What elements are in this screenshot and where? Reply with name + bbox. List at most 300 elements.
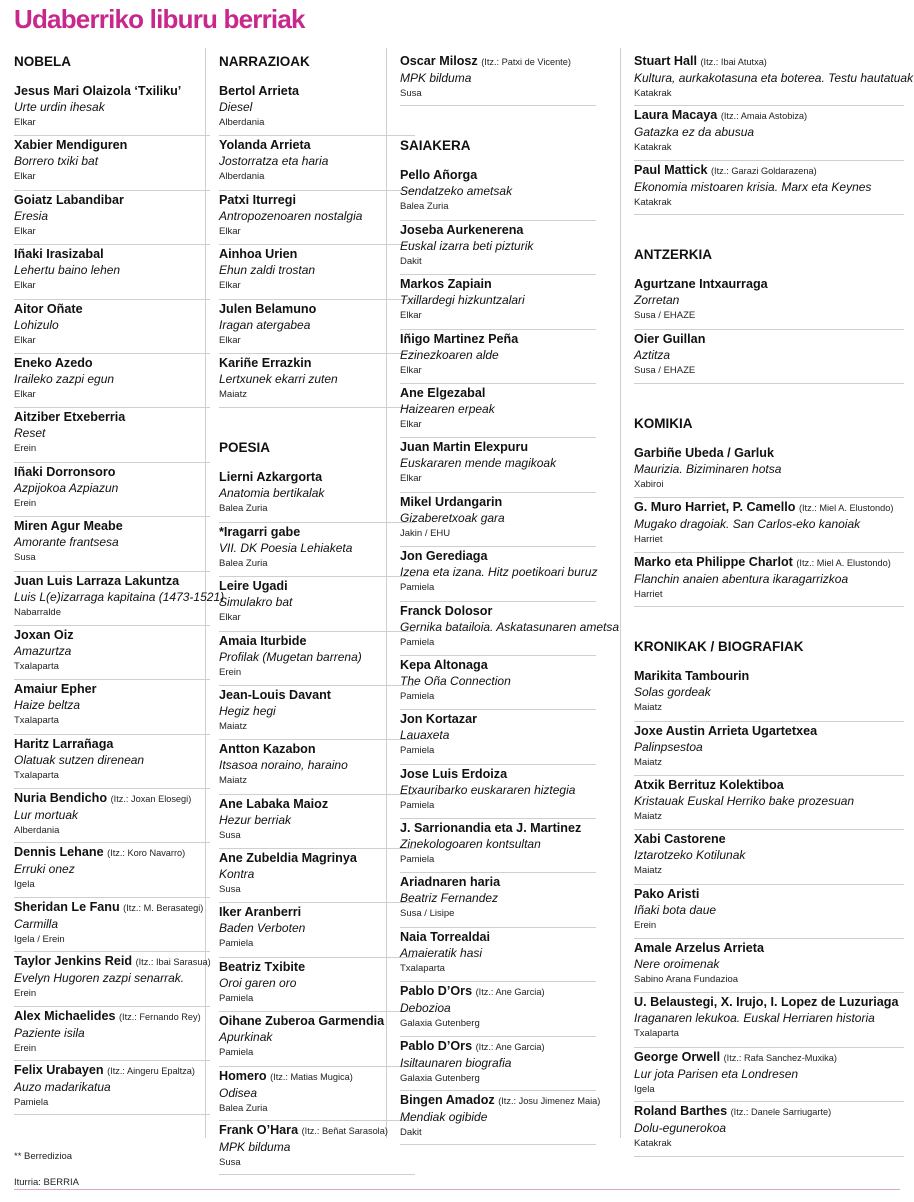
section-heading: ANTZERKIA	[634, 247, 712, 263]
book-author-line	[634, 53, 904, 70]
book-title: Ezinezkoaren alde	[400, 347, 499, 362]
book-author: Beatriz Txibite	[219, 959, 306, 974]
book-author-line	[400, 766, 596, 782]
book-translator: (Itz.: Ane Garcia)	[475, 1041, 545, 1052]
book-translator: (Itz.: Joxan Elosegi)	[110, 794, 192, 805]
book-entry	[219, 686, 415, 740]
book-author: Iñigo Martinez Peña	[400, 331, 519, 346]
book-publisher: Pamiela	[400, 690, 435, 702]
book-author: Joxan Oiz	[14, 627, 74, 642]
book-author: Xabier Mendiguren	[14, 138, 128, 153]
book-author: Ariadnaren haria	[400, 875, 501, 890]
book-title: Amorante frantsesa	[14, 535, 119, 550]
book-author: Pablo D’Ors	[400, 984, 473, 999]
book-title: Zinekologoaren kontsultan	[400, 837, 541, 852]
book-entry	[219, 632, 415, 686]
book-entry	[634, 444, 904, 498]
book-title: Euskal izarra beti pizturik	[400, 238, 534, 253]
book-publisher: Maiatz	[219, 775, 247, 787]
book-author-line	[14, 681, 210, 697]
book-author-line	[14, 736, 210, 752]
book-author-line	[400, 603, 596, 619]
book-title: Ehun zaldi trostan	[219, 263, 316, 278]
book-author-line	[634, 940, 904, 956]
book-author-line	[634, 886, 904, 902]
section-spacer	[634, 607, 904, 637]
book-entry	[219, 1012, 415, 1066]
book-author: Jon Gerediaga	[400, 549, 488, 564]
book-author: Agurtzane Intxaurraga	[634, 277, 768, 292]
book-entry	[14, 463, 210, 517]
book-author: Iñaki Dorronsoro	[14, 464, 116, 479]
book-author-line	[400, 494, 596, 510]
book-publisher: Elkar	[400, 473, 422, 485]
book-title: Urte urdin ihesak	[14, 100, 105, 114]
book-author: Iñaki Irasizabal	[14, 247, 104, 262]
section-heading: KOMIKIA	[634, 415, 693, 431]
book-author-line	[14, 844, 210, 861]
book-publisher: Balea Zuria	[219, 503, 268, 515]
book-title: Borrero txiki bat	[14, 154, 99, 169]
section-spacer	[400, 106, 596, 136]
book-author-line	[634, 723, 904, 739]
column-divider	[620, 48, 621, 1138]
book-title: Zorretan	[634, 293, 680, 308]
book-author-line	[634, 668, 904, 684]
book-translator: (Itz.: Patxi de Vicente)	[481, 57, 571, 67]
book-author: Juan Luis Larraza Lakuntza	[14, 573, 180, 588]
book-publisher: Alberdania	[14, 825, 60, 837]
book-author-line	[14, 355, 210, 371]
book-title: Luis L(e)izarraga kapitaina (1473-1521)	[14, 589, 225, 604]
book-author-line	[400, 548, 596, 564]
section-spacer	[14, 72, 210, 82]
bottom-rule	[14, 1189, 900, 1190]
book-publisher: Pamiela	[219, 1047, 254, 1059]
book-publisher: Balea Zuria	[219, 557, 268, 569]
book-author: Miren Agur Meabe	[14, 519, 123, 534]
book-translator: (Itz.: Rafa Sanchez-Muxika)	[723, 1052, 837, 1063]
footnotes	[14, 1150, 79, 1202]
book-publisher: Susa	[219, 829, 241, 841]
book-title: Profilak (Mugetan barrena)	[219, 649, 362, 664]
book-entry	[14, 898, 210, 952]
book-publisher: Elkar	[219, 334, 241, 346]
book-title: MPK bilduma	[219, 1140, 291, 1155]
book-publisher: Susa / EHAZE	[634, 364, 696, 376]
book-author: Patxi Iturregi	[219, 192, 296, 207]
book-author: Ane Labaka Maioz	[219, 796, 329, 811]
book-title: Eresia	[14, 208, 49, 223]
book-entry	[14, 572, 225, 626]
book-author: Pello Añorga	[400, 168, 478, 183]
book-entry	[219, 903, 415, 957]
book-publisher: Txalaparta	[400, 962, 445, 974]
book-author: Haritz Larrañaga	[14, 736, 114, 751]
section-spacer	[634, 657, 904, 667]
book-entry	[400, 547, 596, 601]
book-entry	[219, 82, 415, 136]
column-4	[634, 52, 914, 1157]
book-author: Eneko Azedo	[14, 355, 93, 370]
book-title: Dolu-egunerokoa	[634, 1121, 727, 1136]
page-title: Udaberriko liburu berriak	[14, 4, 305, 34]
book-publisher: Dakit	[400, 255, 422, 267]
book-publisher: Balea Zuria	[219, 1102, 268, 1114]
book-entry	[14, 408, 210, 462]
book-publisher: Pamiela	[219, 992, 254, 1004]
book-entry	[14, 191, 210, 245]
book-entry	[14, 735, 210, 789]
book-title: Beatriz Fernandez	[400, 891, 499, 906]
book-author-line	[219, 137, 415, 153]
book-title: Iñaki bota daue	[634, 902, 717, 917]
book-title: The Oña Connection	[400, 673, 511, 688]
column-1	[14, 52, 225, 1115]
book-entry	[400, 710, 596, 764]
book-publisher: Alberdania	[219, 171, 265, 183]
book-entry	[219, 1121, 415, 1175]
book-title: Solas gordeak	[634, 685, 711, 700]
book-author: Aitziber Etxeberria	[14, 410, 126, 425]
book-author-line	[219, 741, 415, 757]
book-title: Isiltaunaren biografia	[400, 1055, 512, 1070]
book-author: Marko eta Philippe Charlot	[634, 554, 793, 569]
book-publisher: Dakit	[400, 1127, 422, 1139]
book-author: Atxik Berrituz Kolektiboa	[634, 777, 784, 792]
book-publisher: Erein	[14, 497, 37, 509]
book-author: Homero	[219, 1068, 267, 1083]
book-entry	[219, 958, 415, 1012]
book-publisher: Pamiela	[400, 854, 435, 866]
book-author: Lierni Azkargorta	[219, 470, 323, 485]
book-publisher: Susa	[14, 552, 36, 564]
book-title: Anatomia bertikalak	[219, 486, 325, 501]
book-publisher: Xabiroi	[634, 478, 664, 490]
book-author-line	[634, 107, 904, 124]
book-publisher: Igela	[634, 1083, 655, 1095]
book-author-line	[634, 276, 904, 292]
book-author-line	[14, 192, 210, 208]
book-author-line	[400, 1092, 601, 1109]
book-author-line	[634, 1049, 904, 1066]
book-author: Marikita Tambourin	[634, 669, 750, 684]
book-author-line	[219, 524, 415, 540]
book-entry	[634, 498, 904, 552]
book-entry	[14, 952, 210, 1006]
book-author: J. Sarrionandia eta J. Martinez	[400, 821, 582, 836]
book-author: Laura Macaya	[634, 108, 718, 123]
book-publisher: Harriet	[634, 588, 663, 600]
book-publisher: Erein	[219, 666, 242, 678]
book-entry	[14, 680, 210, 734]
book-author: Amaiur Epher	[14, 682, 97, 697]
book-author: Amaia Iturbide	[219, 633, 307, 648]
book-title: Gernika batailoia. Askatasunaren ametsa	[400, 619, 620, 634]
book-translator: (Itz.: Beñat Sarasola)	[301, 1126, 388, 1137]
book-entry	[219, 468, 415, 522]
book-author: Markos Zapiain	[400, 277, 492, 292]
book-title: Evelyn Hugoren zazpi senarrak.	[14, 971, 185, 986]
book-author-line	[14, 1062, 210, 1079]
book-title: Kontra	[219, 867, 255, 882]
book-entry	[14, 843, 210, 897]
book-author-line	[634, 777, 904, 793]
book-title: Amazurtza	[14, 643, 72, 658]
book-author-line	[219, 1122, 415, 1139]
book-translator: (Itz.: Garazi Goldarazena)	[710, 165, 817, 176]
book-title: Odisea	[219, 1085, 258, 1100]
book-title: Auzo madarikatua	[14, 1080, 111, 1095]
book-title: Izena eta izana. Hitz poetikoari buruz	[400, 565, 598, 580]
book-author-line	[219, 83, 415, 99]
book-publisher: Igela / Erein	[14, 933, 65, 945]
book-author: Aitor Oñate	[14, 301, 83, 316]
book-title: Iraganaren lekukoa. Euskal Herriaren historia	[634, 1011, 875, 1026]
book-publisher: Katakrak	[634, 88, 672, 99]
book-publisher: Erein	[14, 988, 37, 1000]
book-publisher: Elkar	[14, 117, 36, 128]
book-author: Goiatz Labandibar	[14, 192, 124, 207]
book-translator: (Itz.: Koro Navarro)	[107, 848, 186, 859]
book-author: Ane Elgezabal	[400, 385, 486, 400]
book-translator: (Itz.: Josu Jimenez Maia)	[498, 1096, 601, 1107]
book-author-line	[634, 1103, 904, 1120]
book-title: Carmilla	[14, 916, 59, 931]
book-author-line	[14, 301, 210, 317]
book-publisher: Galaxia Gutenberg	[400, 1072, 480, 1084]
book-title: Lehertu baino lehen	[14, 263, 121, 278]
source-note: Iturria: BERRIA	[14, 1177, 79, 1188]
book-entry	[634, 993, 904, 1047]
book-author-line	[219, 687, 415, 703]
book-author-line	[400, 276, 596, 292]
book-publisher: Maiatz	[219, 388, 247, 400]
book-entry	[634, 275, 904, 329]
book-title: Etxauribarko euskararen hiztegia	[400, 782, 576, 797]
book-title: VII. DK Poesia Lehiaketa	[219, 540, 353, 555]
book-title: Lauaxeta	[400, 728, 450, 743]
book-title: Nere oroimenak	[634, 957, 720, 972]
book-publisher: Katakrak	[634, 1138, 672, 1150]
book-entry	[400, 221, 596, 275]
section-spacer	[634, 215, 904, 245]
book-author-line	[14, 246, 210, 262]
book-author: Julen Belamuno	[219, 301, 317, 316]
book-entry	[400, 656, 596, 710]
book-publisher: Jakin / EHU	[400, 527, 451, 539]
book-publisher: Txalaparta	[14, 660, 59, 672]
book-title: Reset	[14, 426, 46, 441]
book-author-line	[400, 929, 596, 945]
book-author-line	[400, 874, 596, 890]
book-publisher: Elkar	[14, 225, 36, 237]
book-publisher: Susa / EHAZE	[634, 310, 696, 322]
book-translator: (Itz.: Miel A. Elustondo)	[798, 503, 894, 514]
section-spacer	[634, 384, 904, 414]
book-author: Antton Kazabon	[219, 742, 316, 757]
book-entry	[14, 82, 210, 136]
book-author-line	[219, 959, 415, 975]
book-entry	[634, 553, 904, 607]
book-publisher: Elkar	[400, 310, 422, 322]
book-entry	[14, 354, 210, 408]
book-entry	[219, 191, 415, 245]
book-author-line	[634, 994, 904, 1010]
book-entry	[400, 275, 596, 329]
book-title: Gatazka ez da abusua	[634, 125, 755, 140]
book-author: Amale Arzelus Arrieta	[634, 941, 764, 956]
book-title: Lohizulo	[14, 317, 59, 332]
book-author: Bertol Arrieta	[219, 84, 300, 98]
book-author-line	[400, 385, 596, 401]
book-title: Amaieratik hasi	[400, 945, 483, 960]
book-author-line	[14, 627, 210, 643]
reissue-note: ** Berredizioa	[14, 1151, 73, 1162]
book-publisher: Susa	[219, 884, 241, 896]
book-publisher: Maiatz	[634, 810, 662, 822]
book-publisher: Igela	[14, 879, 35, 891]
book-author: Nuria Bendicho	[14, 791, 108, 806]
book-entry	[400, 819, 596, 873]
book-author: Roland Barthes	[634, 1104, 728, 1119]
book-publisher: Erein	[14, 443, 37, 455]
book-author: *Iragarri gabe	[219, 524, 301, 539]
book-title: Sendatzeko ametsak	[400, 184, 513, 199]
book-author: Xabi Castorene	[634, 832, 726, 847]
book-entry	[219, 849, 415, 903]
book-publisher: Katakrak	[634, 142, 672, 154]
book-author-line	[400, 1038, 596, 1055]
book-publisher: Nabarralde	[14, 606, 61, 618]
book-publisher: Elkar	[400, 418, 422, 430]
book-title: MPK bilduma	[400, 71, 472, 85]
book-author: Jesus Mari Olaizola ‘Txiliku’	[14, 84, 182, 98]
book-entry	[14, 245, 210, 299]
book-publisher: Maiatz	[219, 720, 247, 732]
book-entry	[634, 1102, 904, 1156]
book-author: Oier Guillan	[634, 331, 706, 346]
book-author: Jon Kortazar	[400, 712, 477, 727]
book-author: Joxe Austin Arrieta Ugartetxea	[634, 723, 818, 738]
book-author: Stuart Hall	[634, 54, 697, 68]
book-author: Alex Michaelides	[14, 1008, 116, 1023]
book-publisher: Alberdania	[219, 117, 265, 128]
book-entry	[400, 52, 596, 106]
book-entry	[400, 982, 596, 1036]
book-title: Simulakro bat	[219, 595, 293, 610]
book-author: Taylor Jenkins Reid	[14, 954, 133, 969]
book-publisher: Elkar	[219, 612, 241, 624]
book-entry	[219, 136, 415, 190]
book-author-line	[634, 162, 904, 179]
book-author: U. Belaustegi, X. Irujo, I. Lopez de Luzuriaga	[634, 995, 899, 1010]
book-author: Leire Ugadi	[219, 579, 288, 594]
column-3	[400, 52, 620, 1145]
book-title: Debozioa	[400, 1001, 451, 1016]
book-entry	[400, 602, 620, 656]
book-author: Dennis Lehane	[14, 845, 104, 860]
book-entry	[14, 1007, 210, 1061]
book-translator: (Itz.: Fernando Rey)	[119, 1011, 201, 1022]
book-author-line	[400, 983, 596, 1000]
book-entry	[400, 438, 596, 492]
book-title: Diesel	[219, 100, 253, 114]
book-author-line	[219, 850, 415, 866]
book-translator: (Itz.: Matias Mugica)	[270, 1071, 353, 1082]
book-entry	[14, 136, 210, 190]
book-entry	[634, 722, 904, 776]
book-author-line	[14, 464, 210, 480]
book-entry	[219, 300, 415, 354]
book-translator: (Itz.: Miel A. Elustondo)	[796, 557, 891, 568]
book-author: Joseba Aurkenerena	[400, 222, 524, 237]
book-entry	[14, 517, 210, 571]
book-author-line	[14, 518, 210, 534]
book-translator: (Itz.: M. Berasategi)	[123, 902, 204, 913]
book-entry	[400, 1037, 596, 1091]
book-author: George Orwell	[634, 1049, 721, 1064]
book-entry	[634, 885, 904, 939]
book-author: Kariñe Errazkin	[219, 355, 312, 370]
book-entry	[219, 354, 415, 408]
book-title: Aztitza	[634, 347, 671, 362]
book-author: Juan Martin Elexpuru	[400, 440, 529, 455]
book-entry	[219, 245, 415, 299]
book-entry	[634, 161, 904, 215]
book-author-line	[634, 831, 904, 847]
book-publisher: Maiatz	[634, 756, 662, 768]
book-publisher: Elkar	[219, 280, 241, 292]
book-translator: (Itz.: Ane Garcia)	[475, 987, 545, 998]
book-publisher: Pamiela	[400, 799, 435, 811]
section-heading: NARRAZIOAK	[219, 54, 310, 69]
book-translator: (Itz.: Ibai Atutxa)	[700, 57, 767, 67]
book-author-line	[14, 899, 210, 916]
book-author: Franck Dolosor	[400, 603, 493, 618]
book-publisher: Elkar	[14, 388, 36, 400]
book-publisher: Katakrak	[634, 196, 672, 208]
book-title: Jostorratza eta haria	[219, 154, 329, 169]
book-author-line	[219, 192, 415, 208]
book-entry	[634, 52, 914, 106]
book-entry	[14, 626, 210, 680]
book-publisher: Txalaparta	[634, 1028, 679, 1040]
book-entry	[400, 765, 596, 819]
book-author: Mikel Urdangarin	[400, 494, 503, 509]
book-author: Bingen Amadoz	[400, 1093, 495, 1108]
book-author-line	[14, 1008, 210, 1025]
book-author: Kepa Altonaga	[400, 657, 488, 672]
book-author-line	[634, 499, 904, 516]
book-author-line	[634, 445, 904, 461]
book-entry	[14, 1061, 210, 1115]
book-title: Mugako dragoiak. San Carlos-eko kanoiak	[634, 517, 861, 532]
book-entry	[219, 740, 415, 794]
book-publisher: Susa / Lisipe	[400, 908, 455, 920]
book-publisher: Maiatz	[634, 865, 662, 877]
book-publisher: Sabino Arana Fundazioa	[634, 974, 739, 986]
book-author-line	[400, 222, 596, 238]
section-heading: POESIA	[219, 440, 271, 456]
book-author-line	[634, 331, 904, 347]
book-author: G. Muro Harriet, P. Camello	[634, 500, 796, 515]
book-title: Olatuak sutzen direnean	[14, 752, 145, 767]
book-entry	[400, 166, 596, 220]
book-title: Iragan atergabea	[219, 317, 311, 332]
book-title: Azpijokoa Azpiazun	[14, 480, 119, 495]
book-title: Txillardegi hizkuntzalari	[400, 293, 525, 308]
